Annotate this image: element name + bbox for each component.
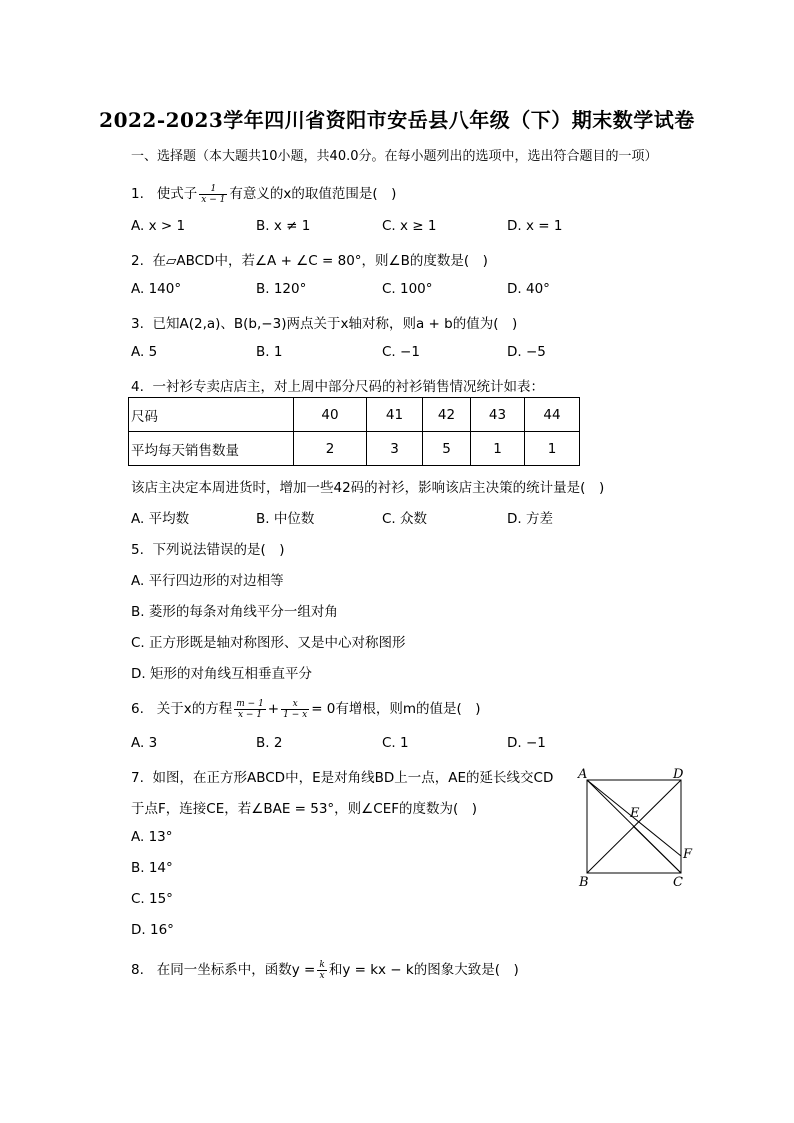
q7-option-c[interactable]: C. 15° — [131, 891, 173, 907]
fraction: $\frac{1}{x - 1}$ — [201, 183, 226, 205]
table-row — [129, 398, 580, 432]
question-number: 5. — [131, 542, 144, 558]
question-text: 在▱ABCD中，若∠A + ∠C = 80°，则∠B的度数是( ) — [152, 253, 488, 269]
table-cell: 41 — [367, 398, 423, 432]
page-title: 2022-2023学年四川省资阳市安岳县八年级（下）期末数学试卷 — [99, 108, 695, 132]
question-7-line2: 于点F，连接CE，若∠BAE = 53°，则∠CEF的度数为( ) — [131, 801, 478, 817]
q5-option-b[interactable]: B. 菱形的每条对角线平分一组对角 — [131, 604, 338, 620]
label-e: E — [630, 806, 640, 821]
q6-option-b[interactable]: B. 2 — [256, 735, 283, 751]
question-5 — [131, 538, 285, 558]
plus-sign: + — [267, 701, 280, 717]
q6-option-c[interactable]: C. 1 — [382, 735, 409, 751]
fraction: $\frac{x}{1 - x}$ — [283, 698, 308, 720]
question-4-followup: 该店主决定本周进货时，增加一些42码的衬衫，影响该店主决策的统计量是( ) — [131, 480, 605, 496]
table-cell: 平均每天销售数量 — [129, 432, 294, 466]
q3-option-c[interactable]: C. −1 — [382, 344, 420, 360]
question-number: 1. — [131, 186, 144, 202]
q6-option-d[interactable]: D. −1 — [507, 735, 546, 751]
table-cell: 43 — [471, 398, 525, 432]
q4-option-a[interactable]: A. 平均数 — [131, 511, 190, 527]
question-7 — [131, 766, 553, 786]
label-d: D — [673, 767, 684, 782]
q7-option-b[interactable]: B. 14° — [131, 860, 173, 876]
question-text: 下列说法错误的是( ) — [152, 542, 285, 558]
q5-option-d[interactable]: D. 矩形的对角线互相垂直平分 — [131, 666, 312, 682]
table-cell: 44 — [525, 398, 580, 432]
q3-option-a[interactable]: A. 5 — [131, 344, 158, 360]
q2-option-c[interactable]: C. 100° — [382, 281, 433, 297]
question-2 — [131, 249, 488, 269]
question-number: 6. — [131, 701, 144, 717]
question-6 — [131, 697, 481, 720]
q2-option-a[interactable]: A. 140° — [131, 281, 182, 297]
q3-option-b[interactable]: B. 1 — [256, 344, 283, 360]
fraction: $\frac{m - 1}{x - 1}$ — [236, 698, 264, 720]
question-number: 3. — [131, 316, 144, 332]
q5-option-c[interactable]: C. 正方形既是轴对称图形、又是中心对称图形 — [131, 635, 406, 651]
fraction: $\frac{k}{x}$ — [319, 959, 325, 981]
question-8 — [131, 958, 519, 981]
table-cell: 40 — [294, 398, 367, 432]
question-text: 在同一坐标系中，函数y = — [156, 962, 316, 978]
table-cell: 尺码 — [129, 398, 294, 432]
q1-option-d[interactable]: D. x = 1 — [507, 218, 563, 234]
label-f: F — [683, 847, 693, 862]
question-number: 8. — [131, 962, 144, 978]
question-text: 如图，在正方形ABCD中，E是对角线BD上一点，AE的延长线交CD — [152, 770, 554, 786]
q4-option-c[interactable]: C. 众数 — [382, 511, 428, 527]
q3-option-d[interactable]: D. −5 — [507, 344, 546, 360]
table-cell: 5 — [423, 432, 471, 466]
question-1 — [131, 182, 396, 205]
question-number: 2. — [131, 253, 144, 269]
size-sales-table — [128, 397, 580, 466]
q4-option-d[interactable]: D. 方差 — [507, 511, 553, 527]
label-c: C — [673, 875, 683, 890]
table-cell: 3 — [367, 432, 423, 466]
question-text: = 0有增根，则m的值是( ) — [311, 701, 481, 717]
question-number: 4. — [131, 379, 144, 395]
question-text: 和y = kx − k的图象大致是( ) — [328, 962, 519, 978]
table-cell: 2 — [294, 432, 367, 466]
label-a: A — [578, 767, 588, 782]
question-3 — [131, 312, 517, 332]
question-text: 使式子 — [156, 186, 198, 202]
question-text: 关于x的方程 — [156, 701, 233, 717]
q2-option-b[interactable]: B. 120° — [256, 281, 307, 297]
table-cell: 1 — [471, 432, 525, 466]
q2-option-d[interactable]: D. 40° — [507, 281, 550, 297]
q7-option-a[interactable]: A. 13° — [131, 829, 173, 845]
label-b: B — [579, 875, 589, 890]
table-row — [129, 432, 580, 466]
q1-option-b[interactable]: B. x ≠ 1 — [256, 218, 311, 234]
table-cell: 42 — [423, 398, 471, 432]
question-number: 7. — [131, 770, 144, 786]
q7-option-d[interactable]: D. 16° — [131, 922, 174, 938]
q1-option-c[interactable]: C. x ≥ 1 — [382, 218, 437, 234]
question-4 — [131, 375, 544, 395]
q6-option-a[interactable]: A. 3 — [131, 735, 158, 751]
table-cell: 1 — [525, 432, 580, 466]
line-ec — [633, 826, 681, 873]
q5-option-a[interactable]: A. 平行四边形的对边相等 — [131, 573, 284, 589]
question-text: 一衬衫专卖店店主，对上周中部分尺码的衬衫销售情况统计如表： — [152, 379, 544, 395]
question-text: 有意义的x的取值范围是( ) — [229, 186, 397, 202]
section-heading: 一、选择题（本大题共10小题，共40.0分。在每小题列出的选项中，选出符合题目的一项） — [131, 149, 658, 164]
square-figure — [575, 766, 695, 895]
question-text: 已知A(2,a)、B(b,−3)两点关于x轴对称，则a + b的值为( ) — [152, 316, 518, 332]
q1-option-a[interactable]: A. x > 1 — [131, 218, 186, 234]
q4-option-b[interactable]: B. 中位数 — [256, 511, 315, 527]
